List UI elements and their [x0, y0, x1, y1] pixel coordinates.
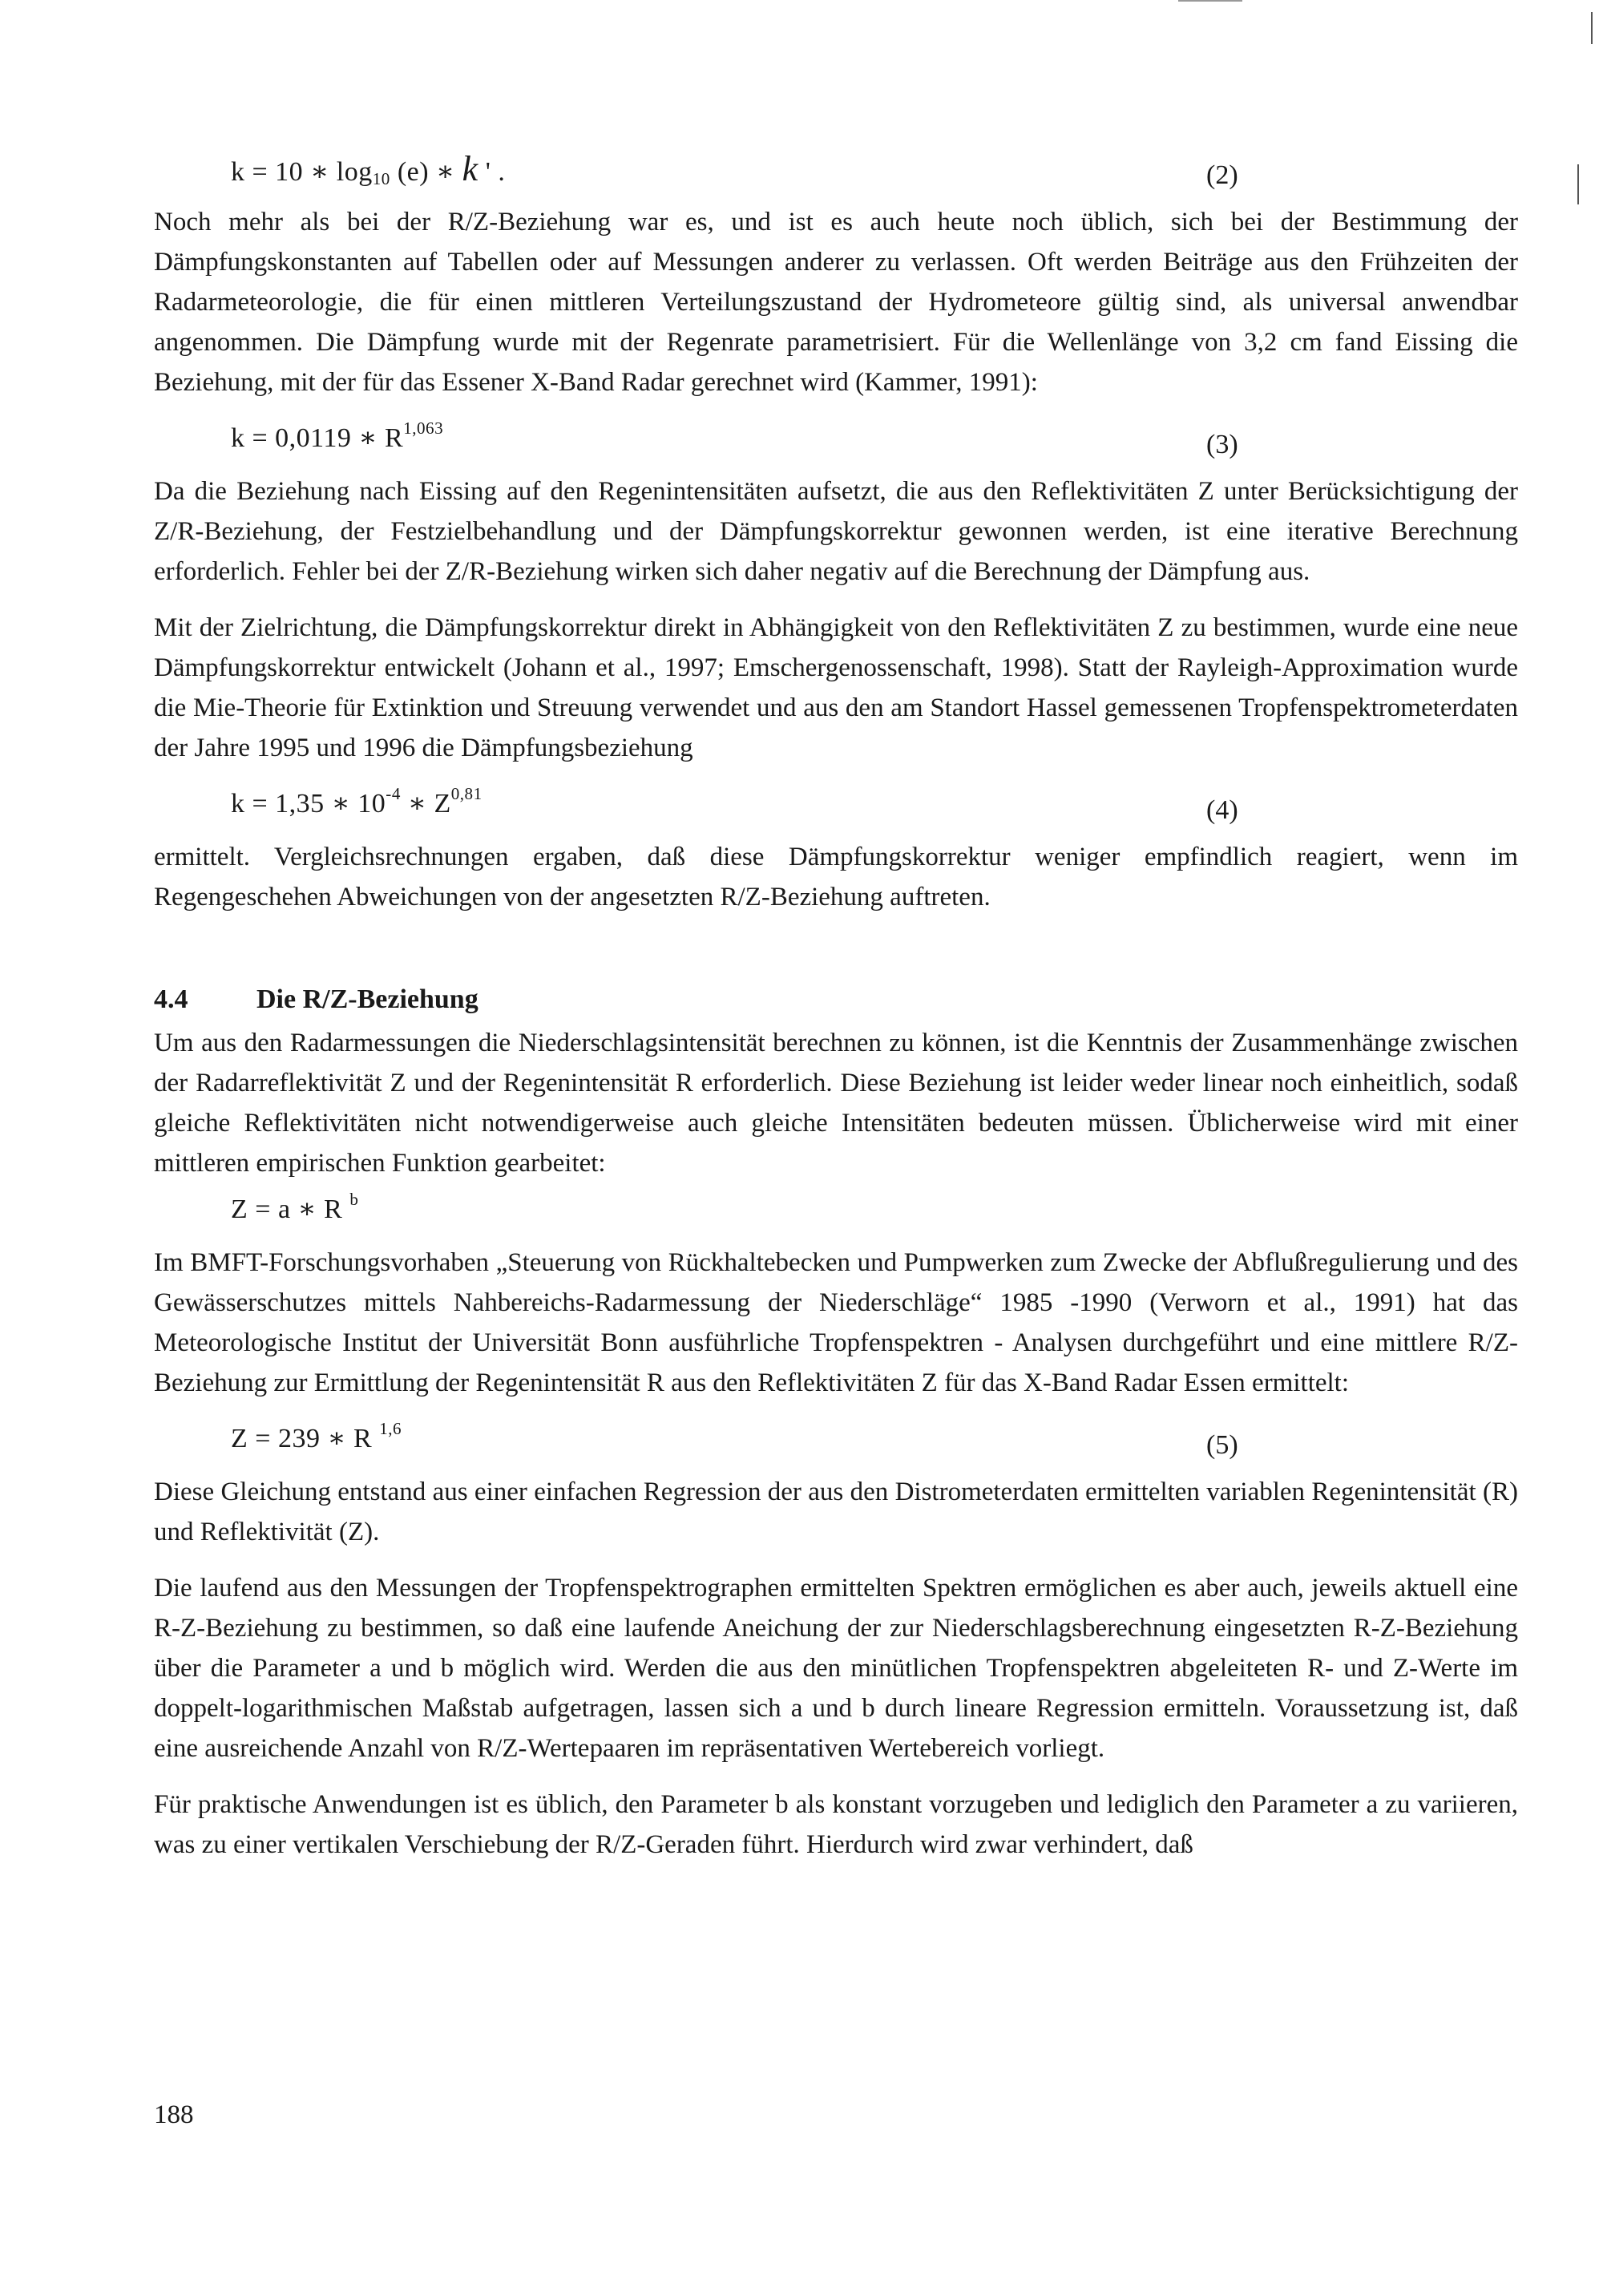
equation-number: (3) — [1206, 430, 1238, 459]
equation-formula: k = 0,0119 ∗ R$^{1,063}$ — [231, 418, 444, 453]
scan-artifact — [1577, 164, 1579, 204]
paragraph: Da die Beziehung nach Eissing auf den Regenintensitäten aufsetzt, die aus den Reflektivitäten Z unter Berücksichtigung der Z/R-Beziehung, der Festzielbehandlung und der Dämpfungskorrektur gewonnen werden, ist eine iterative Berechnung erforderlich. Fehler bei der Z/R-Beziehung wirken sich daher negativ auf die Berechnung der Dämpfung aus. — [154, 477, 1518, 586]
equation-number: (5) — [1206, 1430, 1238, 1460]
paragraph: ermittelt. Vergleichsrechnungen ergaben, daß diese Dämpfungskorrektur weniger empfindlich reagiert, wenn im Regengeschehen Abweichungen von der angesetzten R/Z-Beziehung auftreten. — [154, 843, 1518, 912]
equation-formula: k = 1,35 ∗ $10^{-4}$ ∗ Z$^{0,81}$ — [231, 784, 483, 819]
paragraph: Mit der Zielrichtung, die Dämpfungskorrektur direkt in Abhängigkeit von den Reflektivitäten Z zu bestimmen, wurde eine neue Dämpfungskorrektur entwickelt (Johann et al., 1997; Emschergenossenschaft, 1998). Statt der Rayleigh-Approximation wurde die Mie-Theorie für Extinktion und Streuung verwendet und aus den am Standort Hassel gemessenen Tropfenspektrometerdaten der Jahre 1995 und 1996 die Dämpfungsbeziehung — [154, 613, 1518, 762]
paragraph: Die laufend aus den Messungen der Tropfenspektrographen ermittelten Spektren ermöglichen es aber auch, jeweils aktuell eine R-Z-Beziehung zu bestimmen, so daß eine laufende Aneichung der zur Niederschlagsberechnung eingesetzten R-Z-Beziehung über die Parameter a und b möglich wird. Werden die aus den minütlichen Tropfenspektren abgeleiteten R- und Z-Werte im doppelt-logarithmischen Maßstab aufgetragen, lassen sich a und b durch lineare Regression ermitteln. Voraussetzung ist, daß eine ausreichende Anzahl von R/Z-Wertepaaren im repräsentativen Wertebereich vorliegt. — [154, 1574, 1518, 1763]
paragraph: Um aus den Radarmessungen die Niederschlagsintensität berechnen zu können, ist die Kenntnis der Zusammenhänge zwischen der Radarreflektivität Z und der Regenintensität R erforderlich. Diese Beziehung ist leider weder linear noch einheitlich, sodaß gleiche Reflektivitäten nicht notwendigerweise auch gleiche Intensitäten bedeuten müssen. Üblicherweise wird mit einer mittleren empirischen Funktion gearbeitet: — [154, 1029, 1518, 1178]
paragraph: Noch mehr als bei der R/Z-Beziehung war es, und ist es auch heute noch üblich, sich bei der Bestimmung der Dämpfungskonstanten auf Tabellen oder auf Messungen anderer zu verlassen. Oft werden Beiträge aus den Frühzeiten der Radarmeteorologie, die für einen mittleren Verteilungszustand der Hydrometeore gültig sind, als universal anwendbar angenommen. Die Dämpfung wurde mit der Regenrate parametrisiert. Für die Wellenlänge von 3,2 cm fand Eissing die Beziehung, mit der für das Essener X-Band Radar gerechnet wird (Kammer, 1991): — [154, 208, 1518, 397]
paragraph: Für praktische Anwendungen ist es üblich, den Parameter b als konstant vorzugeben und lediglich den Parameter a zu variieren, was zu einer vertikalen Verschiebung der R/Z-Geraden führt. Hierdurch wird zwar verhindert, daß — [154, 1790, 1518, 1859]
paragraph: Diese Gleichung entstand aus einer einfachen Regression der aus den Distrometerdaten ermittelten variablen Regenintensität (R) und Reflektivität (Z). — [154, 1477, 1518, 1546]
page-number: 188 — [154, 2100, 194, 2129]
equation-2 — [154, 149, 1518, 196]
equation-4 — [154, 784, 1518, 831]
section-number: 4.4 — [154, 984, 188, 1014]
paragraph: Im BMFT-Forschungsvorhaben „Steuerung von Rückhaltebecken und Pumpwerken zum Zwecke der Abflußregulierung und des Gewässerschutzes mittels Nahbereichs-Radarmessung der Niederschläge“ 1985 -1990 (Verworn et al., 1991) hat das Meteorologische Institut der Universität Bonn ausführliche Tropfenspektren - Analysen durchgeführt und eine mittlere R/Z-Beziehung zur Ermittlung der Regenintensität R aus den Reflektivitäten Z für das X-Band Radar Essen ermittelt: — [154, 1248, 1518, 1397]
section-title: Die R/Z-Beziehung — [256, 984, 478, 1014]
equation-3 — [154, 418, 1518, 465]
equation-formula: Z = a ∗ R $^b$ — [231, 1190, 359, 1224]
equation-formula: k = 10 ∗ $\log_{10} (e)$ ∗ k ' . — [231, 149, 506, 189]
equation-number: (2) — [1206, 160, 1238, 190]
page-content — [154, 143, 1518, 1881]
equation-formula: Z = 239 ∗ R $^{1,6}$ — [231, 1419, 402, 1453]
scan-artifact — [1591, 12, 1593, 44]
equation-zr — [154, 1190, 1518, 1236]
equation-5 — [154, 1419, 1518, 1465]
section-heading — [154, 980, 1518, 1020]
scan-artifact — [1178, 0, 1242, 2]
equation-number: (4) — [1206, 795, 1238, 825]
